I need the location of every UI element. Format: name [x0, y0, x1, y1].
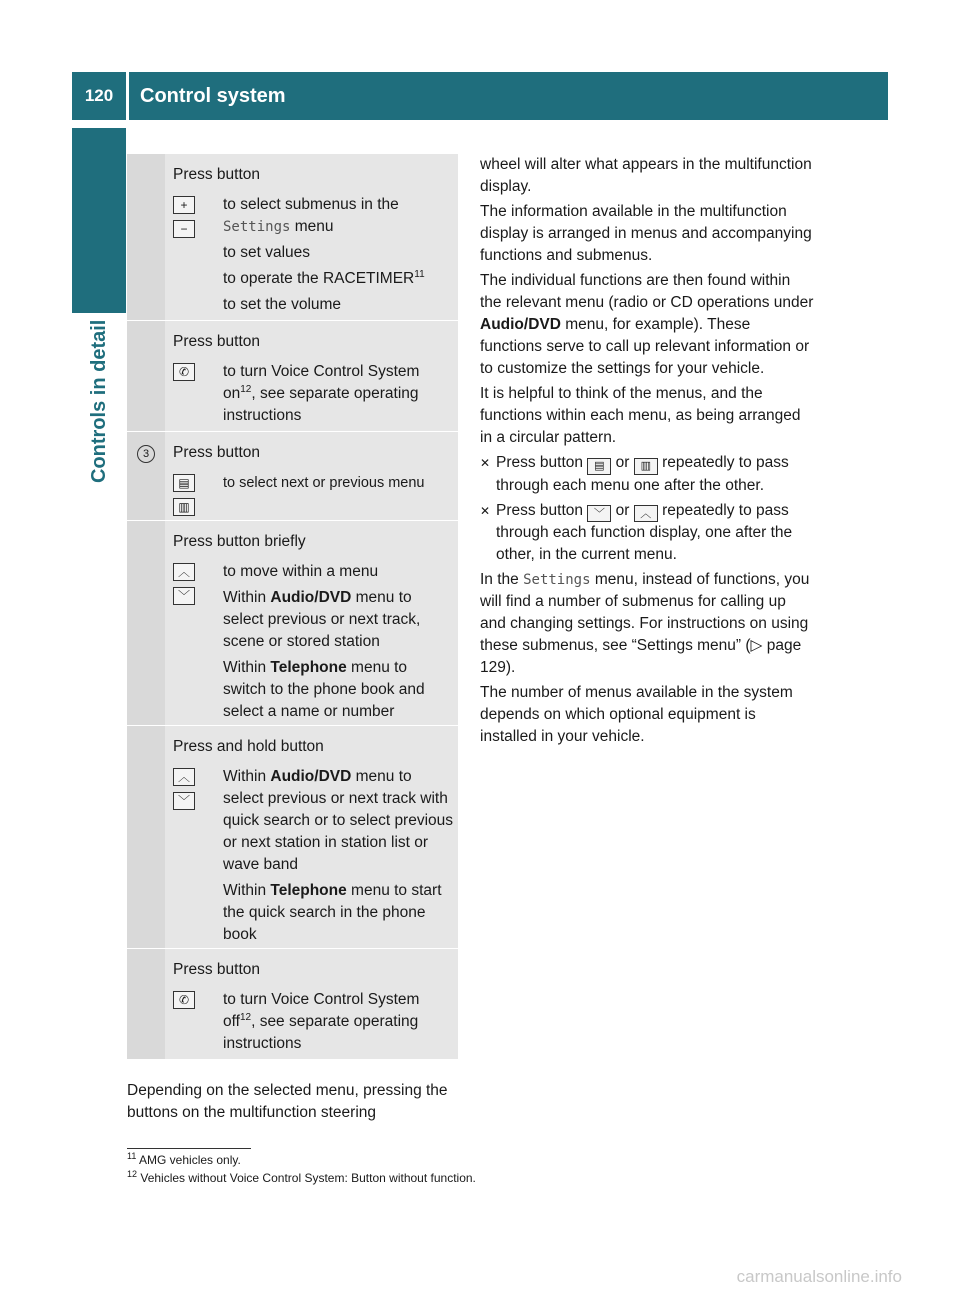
row-text: to select submenus in the Settings menu — [223, 196, 399, 235]
down-icon: ﹀ — [173, 792, 195, 810]
paragraph: It is helpful to think of the menus, and the functions within each menu, as being arranged in a circular pattern. — [480, 385, 801, 446]
up-icon: ︿ — [634, 505, 658, 522]
table-row: Press button briefly ︿ ﹀ to move within a menu Within Audio/DVD menu to select previous or next track, scene or stored station Within Telephone menu to switch to the phone book and select a name or number — [127, 520, 458, 725]
table-row: 3 Press button ▤ ▥ to select next or previous menu — [127, 431, 458, 520]
down-icon: ﹀ — [173, 587, 195, 605]
footnote: $^{12}$ Vehicles without Voice Control System: Button without function. — [127, 1169, 476, 1185]
voice-on-icon: ✆ — [173, 363, 195, 381]
paragraph: Depending on the selected menu, pressing the buttons on the multifunction steering — [127, 1082, 448, 1121]
paragraph: The individual functions are then found within the relevant menu (radio or CD operations under Audio/DVD menu, for example). These functions serve to call up relevant information or to customize the settings for your vehicle. — [480, 272, 814, 377]
row-text: to operate the RACETIMER$^{11}$ — [223, 268, 425, 287]
up-icon: ︿ — [173, 563, 195, 581]
table-row — [127, 154, 458, 320]
footnote-rule — [127, 1148, 251, 1149]
side-tab — [72, 128, 126, 313]
header-divider — [126, 72, 129, 120]
paragraph: In the Settings menu, instead of functions, you will find a number of submenus for calling up and changing settings. For instructions on using these submenus, see “Settings menu” (▷ page 129). — [480, 571, 810, 676]
table-row: Press button ✆ to turn Voice Control System $on^{12}$, see separate operating instructions — [127, 320, 458, 431]
button-table — [127, 154, 458, 1059]
row-text: to turn Voice Control System off$^{12}$, see separate operating instructions — [223, 991, 420, 1052]
number-3-icon: 3 — [137, 445, 155, 463]
row-text: Within Audio/DVD menu to select previous or next track with quick search or to select previous or next station in station list or wave band — [223, 768, 454, 873]
menu-back-icon: ▤ — [173, 474, 195, 492]
instruction-step: ✕ Press button ▤ or ▥ repeatedly to pass through each menu one after the other. — [480, 454, 789, 494]
paragraph: wheel will alter what appears in the multifunction display. — [480, 156, 812, 195]
paragraph: The number of menus available in the system depends on which optional equipment is installed in your vehicle. — [480, 684, 793, 745]
page-header — [72, 72, 888, 120]
row-text: Within Telephone menu to switch to the phone book and select a name or number — [223, 659, 425, 720]
row-text: to select next or previous menu — [223, 475, 425, 491]
row-text: Within Telephone menu to start the quick search in the phone book — [223, 882, 442, 943]
footnote: $^{11}$ AMG vehicles only. — [127, 1151, 241, 1167]
watermark: carmanualsonline.info — [736, 1267, 902, 1286]
row-number — [127, 521, 165, 725]
voice-off-icon: ✆ — [173, 991, 195, 1009]
menu-back-icon: ▤ — [587, 458, 611, 475]
instruction-step: ✕ Press button ﹀ or ︿ repeatedly to pass through each function display, one after the other, in the current menu. — [480, 501, 793, 563]
row-text: to move within a menu — [223, 563, 379, 580]
row-text: Within Audio/DVD menu to select previous or next track, scene or stored station — [223, 589, 421, 650]
row-text: to set values — [223, 244, 311, 261]
page-title: Control system — [140, 85, 286, 107]
row-number — [127, 432, 165, 520]
row-number — [127, 154, 165, 320]
row-text: to turn Voice Control System $on^{12}$, see separate operating instructions — [223, 363, 420, 424]
table-row: Press and hold button ︿ ﹀ Within Audio/DVD menu to select previous or next track with quick search or to select previous or next station in station list or wave band Within Telephone menu to start the quick search in the phone book — [127, 725, 458, 948]
menu-forward-icon: ▥ — [173, 498, 195, 516]
row-lead: Press button — [173, 166, 261, 183]
footnotes — [127, 1148, 627, 1187]
row-number — [127, 726, 165, 948]
table-row: Press button ✆ to turn Voice Control System off$^{12}$, see separate operating instructions — [127, 948, 458, 1059]
paragraph: The information available in the multifunction display is arranged in menus and accompanying functions and submenus. — [480, 203, 812, 264]
step-arrow-icon: ✕ — [480, 503, 491, 518]
down-icon: ﹀ — [587, 505, 611, 522]
minus-icon: − — [173, 220, 195, 238]
step-arrow-icon: ✕ — [480, 456, 491, 470]
plus-icon: + — [173, 196, 195, 214]
row-number — [127, 949, 165, 1059]
row-number — [127, 321, 165, 431]
up-icon: ︿ — [173, 768, 195, 786]
row-text: to set the volume — [223, 296, 342, 313]
right-column — [480, 154, 816, 751]
section-title: Controls in detail — [88, 320, 110, 484]
menu-forward-icon: ▥ — [634, 458, 658, 475]
page-number: 120 — [84, 86, 114, 105]
